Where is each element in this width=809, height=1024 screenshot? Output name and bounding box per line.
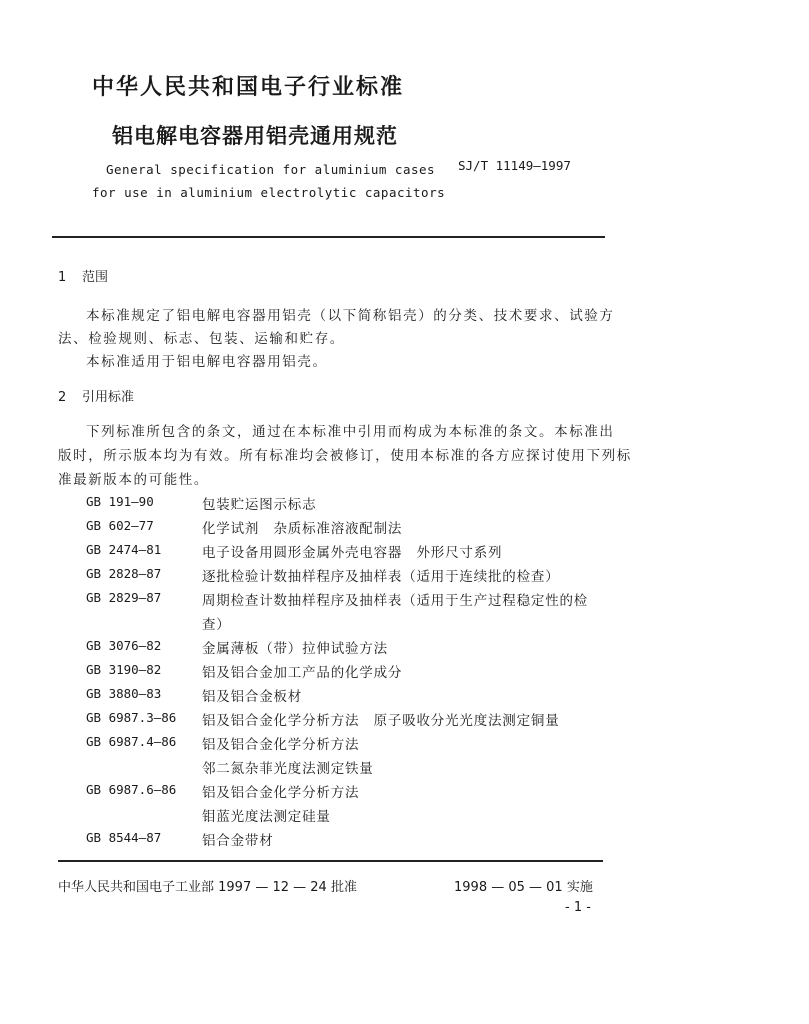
document-title: 铝电解电容器用铝壳通用规范 [112,124,398,148]
implementation-date: 1998 — 05 — 01 实施 [454,880,593,895]
standard-number: SJ/T 11149—1997 [458,158,571,173]
reference-code: GB 6987.4—86 [86,734,177,749]
section-heading-scope [58,266,108,285]
reference-code: GB 602—77 [86,518,154,533]
reference-title-continued: 邻二氮杂菲光度法测定铁量 [202,761,374,777]
reference-title-continued: 查） [202,617,231,633]
english-title-line-1: General specification for aluminium cases [106,162,436,177]
footer-divider [58,860,603,862]
paragraph-line: 本标准规定了铝电解电容器用铝壳（以下简称铝壳）的分类、技术要求、试验方 [86,308,615,324]
reference-title-continued: 钼蓝光度法测定硅量 [202,809,331,825]
reference-code: GB 2829—87 [86,590,162,605]
reference-title: 电子设备用圆形金属外壳电容器 外形尺寸系列 [202,545,503,561]
paragraph-line: 准最新版本的可能性。 [58,472,209,488]
reference-code: GB 2828—87 [86,566,162,581]
paragraph-line: 本标准适用于铝电解电容器用铝壳。 [86,354,328,370]
section-number: 2 [58,390,67,405]
reference-title: 化学试剂 杂质标准溶液配制法 [202,521,403,537]
reference-code: GB 3880—83 [86,686,162,701]
issue-date: 中华人民共和国电子工业部 1997 — 12 — 24 批准 [58,880,357,895]
section-heading-references [58,386,134,405]
english-title-line-2: for use in aluminium electrolytic capacitors [92,185,446,200]
section-number: 1 [58,270,67,285]
paragraph-line: 下列标准所包含的条文，通过在本标准中引用而构成为本标准的条文。本标准出 [86,424,615,440]
reference-code: GB 3190—82 [86,662,162,677]
paragraph-line: 法、检验规则、标志、包装、运输和贮存。 [58,331,345,347]
reference-title: 金属薄板（带）拉伸试验方法 [202,641,388,657]
reference-title: 铝及铝合金化学分析方法 [202,785,360,801]
reference-title: 铝合金带材 [202,833,274,849]
reference-code: GB 6987.6—86 [86,782,177,797]
section-title: 引用标准 [82,390,135,405]
reference-code: GB 2474—81 [86,542,162,557]
reference-title: 逐批检验计数抽样程序及抽样表（适用于连续批的检查） [202,569,560,585]
reference-title: 包装贮运图示标志 [202,497,317,513]
reference-title: 铝及铝合金化学分析方法 原子吸收分光光度法测定铜量 [202,713,560,729]
reference-code: GB 6987.3—86 [86,710,177,725]
reference-title: 铝及铝合金化学分析方法 [202,737,360,753]
paragraph-line: 版时，所示版本均为有效。所有标准均会被修订，使用本标准的各方应探讨使用下列标 [58,448,632,464]
reference-title: 铝及铝合金加工产品的化学成分 [202,665,403,681]
reference-code: GB 8544—87 [86,830,162,845]
reference-code: GB 3076—82 [86,638,162,653]
reference-title: 铝及铝合金板材 [202,689,303,705]
section-title: 范围 [82,270,109,285]
reference-title: 周期检查计数抽样程序及抽样表（适用于生产过程稳定性的检 [202,593,589,609]
publisher-header: 中华人民共和国电子行业标准 [92,75,405,100]
reference-code: GB 191—90 [86,494,154,509]
page-number: - 1 - [565,900,591,915]
header-divider [52,236,605,238]
